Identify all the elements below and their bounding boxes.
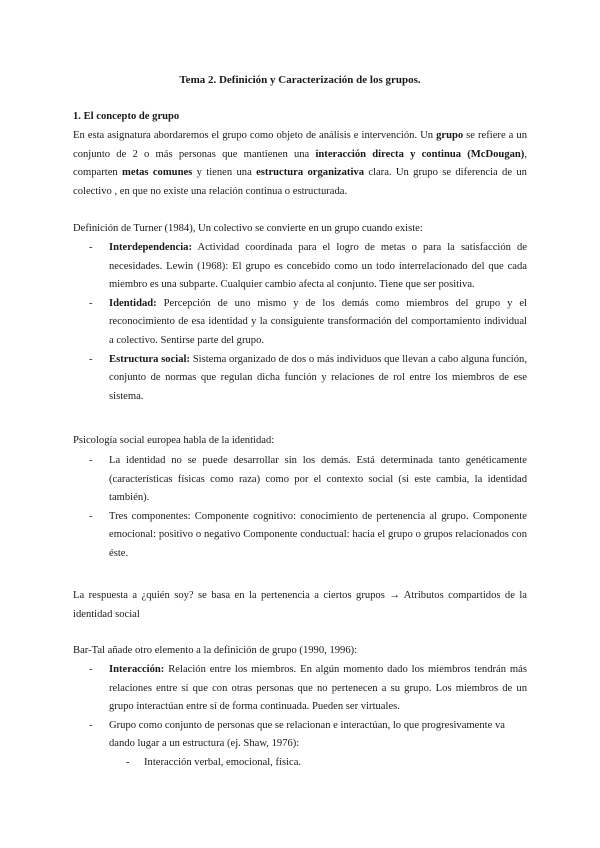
bartal-list: [73, 661, 527, 773]
bullet-dash: -: [89, 242, 93, 253]
section-heading: 1. El concepto de grupo: [73, 111, 180, 122]
term-estructura-organizativa: estructura organizativa: [256, 167, 364, 179]
document-title: Tema 2. Definición y Caracterización de los grupos.: [179, 74, 421, 86]
turner-intro: Definición de Turner (1984), Un colectivo se convierte en un grupo cuando existe:: [73, 223, 423, 234]
list-item: - La identidad no se puede desarrollar sin los demás. Está determinada tanto genéticamente (características físicas como raza) como por el contexto social (si este cambia, la identidad también).: [73, 452, 527, 508]
term-grupo: grupo: [436, 130, 464, 141]
list-item: - Interdependencia: Actividad coordinada para el logro de metas o para la satisfacción de necesidades. Lewin (1968): El grupo es concebido como un todo interrelacionado del que cada miembro es una subparte. Cualquier cambio afecta al conjunto. Tiene que ser positiva.: [73, 239, 527, 295]
bullet-dash: -: [89, 455, 93, 466]
turner-list: [73, 239, 527, 406]
list-item: - Identidad: Percepción de uno mismo y de los demás como miembros del grupo y el reconocimiento de esa identidad y la consiguiente transformación del comportamiento individual a colectivo. Sentirse parte del grupo.: [73, 295, 527, 351]
term-interaccion-directa: interacción directa y continua (McDougan): [315, 148, 525, 160]
psico-intro: Psicología social europea habla de la identidad:: [73, 435, 275, 446]
bullet-dash: -: [89, 297, 93, 309]
bullet-dash: -: [89, 719, 93, 731]
intro-paragraph: En esta asignatura abordaremos el grupo como objeto de análisis e intervención. Un grupo se refiere a un conjunto de 2 o más personas que mantienen una interacción directa y continua (McDougan), comparten metas comunes y tienen una estructura organizativa clara. Un grupo se diferencia de un colectivo , en que no existe una relación continua o estructurada.: [73, 130, 527, 197]
bullet-dash: -: [126, 756, 130, 768]
bullet-dash: -: [89, 510, 93, 522]
sub-list-item: - Interacción verbal, emocional, física.: [73, 754, 527, 773]
bullet-dash: -: [89, 353, 93, 365]
list-item: - Grupo como conjunto de personas que se relacionan e interactúan, lo que progresivamente va dando lugar a un estructura (ej. Shaw, 1976):: [73, 717, 527, 754]
psico-list: [73, 452, 527, 564]
bartal-intro: Bar-Tal añade otro elemento a la definición de grupo (1990, 1996):: [73, 645, 358, 656]
list-item: - Interacción: Relación entre los miembros. En algún momento dado los miembros tendrán más relaciones entre sí que con otras personas que no pertenecen a su grupo. Los miembros de un grupo interactúan entre sí de forma continuada. Pueden ser virtuales.: [73, 661, 527, 717]
quien-soy-paragraph: La respuesta a ¿quién soy? se basa en la pertenencia a ciertos grupos → Atributos compartidos de la identidad social: [73, 590, 527, 620]
bullet-dash: -: [89, 664, 93, 675]
term-metas-comunes: metas comunes: [122, 167, 193, 179]
list-item: - Tres componentes: Componente cognitivo: conocimiento de pertenencia al grupo. Componente emocional: positivo o negativo Componente conductual: hacia el grupo o grupos relacionados con éste.: [73, 508, 527, 564]
list-item: - Estructura social: Sistema organizado de dos o más individuos que llevan a cabo alguna función, conjunto de normas que regulan dicha función y relaciones de rol entre los miembros de ese sistema.: [73, 351, 527, 407]
